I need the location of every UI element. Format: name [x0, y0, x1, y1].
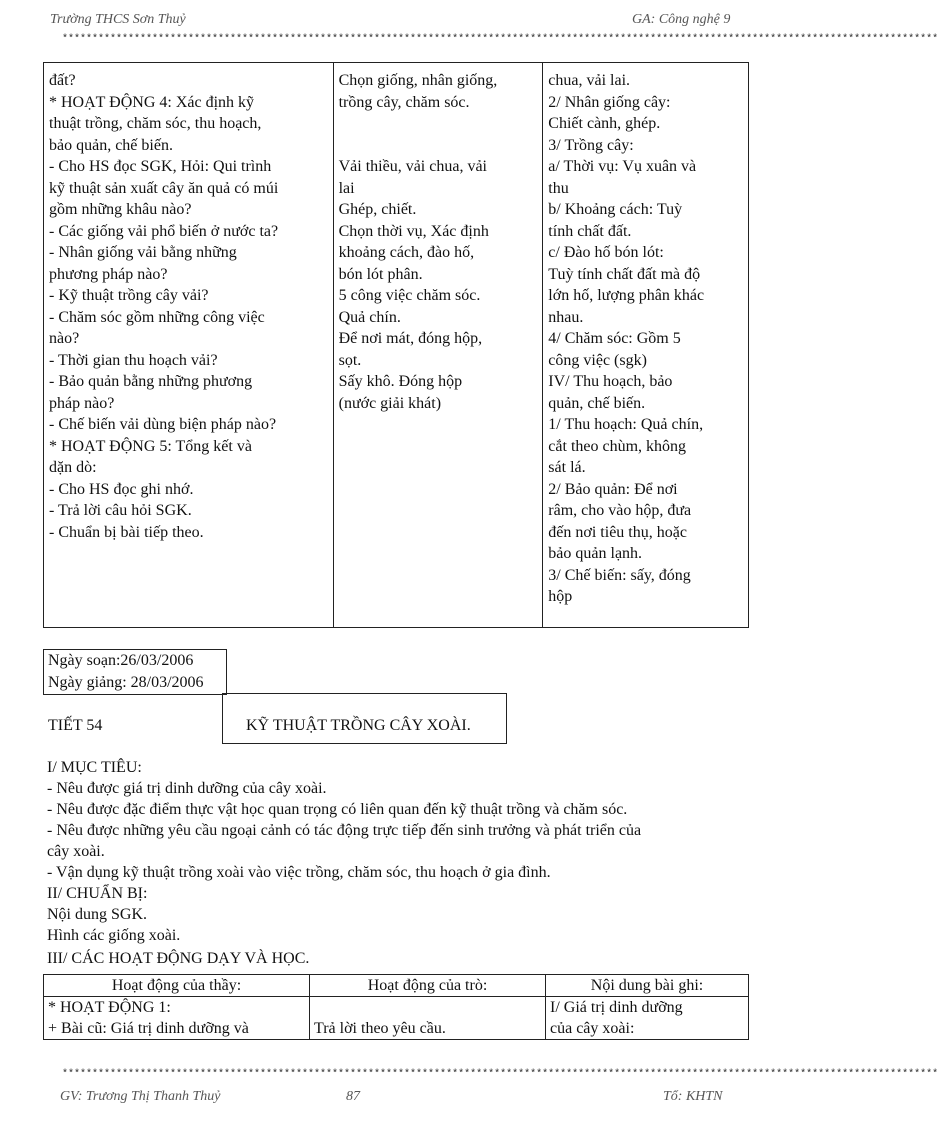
cell-line: - Chăm sóc gồm những công việc: [49, 308, 265, 326]
cell-line: b/ Khoảng cách: Tuỳ: [548, 201, 683, 218]
cell-line: Trả lời theo yêu cầu.: [314, 1020, 446, 1037]
header-separator: **************************************************************************************************************************************************: [62, 34, 938, 45]
lesson-content-cell: [546, 997, 749, 1040]
cell-line: Để nơi mát, đóng hộp,: [338, 330, 483, 347]
cell-line: - Thời gian thu hoạch vải?: [49, 351, 218, 369]
cell-line: đến nơi tiêu thụ, hoặc: [548, 523, 687, 541]
cell-line: công việc (sgk): [548, 351, 647, 369]
cell-line: Chọn giống, nhân giống,: [338, 72, 498, 89]
activity-table-continued: [43, 62, 749, 628]
cell-line: lai: [338, 179, 355, 197]
teacher-activity-cell: [44, 997, 310, 1040]
header-student: Hoạt động của trò:: [310, 975, 546, 997]
cell-line: pháp nào?: [49, 394, 115, 412]
teacher-name: GV: Trương Thị Thanh Thuỷ: [60, 1089, 221, 1104]
cell-line: cắt theo chùm, không: [548, 437, 687, 455]
group-label: Tổ: KHTN: [663, 1089, 723, 1104]
student-activity-cell: [333, 63, 543, 628]
cell-line: bón lót phân.: [338, 265, 423, 283]
footer-separator: **************************************************************************************************************************************************: [62, 1069, 938, 1080]
teach-date: Ngày giảng: 28/03/2006: [48, 674, 204, 691]
cell-line: Vải thiều, vải chua, vải: [338, 158, 487, 175]
cell-line: - Bảo quản bằng những phương: [49, 373, 253, 390]
teacher-activity-cell: [44, 63, 334, 628]
preparation-line: Nội dung SGK.: [47, 906, 148, 923]
cell-line: c/ Đào hố bón lót:: [548, 244, 664, 261]
cell-line: 1/ Thu hoạch: Quả chín,: [548, 416, 704, 433]
cell-line: Ghép, chiết.: [338, 201, 417, 218]
cell-line: đất?: [49, 72, 76, 89]
objective-line: - Nêu được những yêu cầu ngoại cảnh có tác động trực tiếp đến sinh trưởng và phát triển của: [47, 822, 642, 839]
student-activity-cell: [310, 997, 546, 1040]
cell-line: (nước giải khát): [338, 394, 442, 412]
table-row: [44, 997, 749, 1040]
cell-line: 2/ Bảo quản: Để nơi: [548, 480, 678, 498]
objective-line: - Vận dụng kỹ thuật trồng xoài vào việc trồng, chăm sóc, thu hoạch ở gia đình.: [47, 864, 551, 881]
cell-line: Sấy khô. Đóng hộp: [338, 373, 463, 390]
preparation-line: Hình các giống xoài.: [47, 927, 181, 944]
cell-line: - Chế biến vải dùng biện pháp nào?: [49, 416, 277, 433]
cell-line: nhau.: [548, 308, 584, 326]
cell-line: phương pháp nào?: [49, 265, 168, 283]
cell-line: - Nhân giống vải bằng những: [49, 244, 237, 261]
cell-line: * HOẠT ĐỘNG 4: Xác định kỹ: [49, 93, 255, 111]
cell-line: lớn hố, lượng phân khác: [548, 287, 705, 304]
cell-line: 3/ Chế biến: sấy, đóng: [548, 566, 691, 584]
cell-line: - Cho HS đọc SGK, Hỏi: Qui trình: [49, 158, 272, 175]
cell-line: + Bài cũ: Giá trị dinh dưỡng và: [48, 1020, 249, 1037]
activities-heading: III/ CÁC HOẠT ĐỘNG DẠY VÀ HỌC.: [47, 950, 310, 967]
cell-line: * HOẠT ĐỘNG 5: Tổng kết và: [49, 437, 252, 455]
cell-line: chua, vải lai.: [548, 72, 631, 89]
cell-line: [339, 113, 538, 135]
table-header-row: [44, 975, 749, 997]
objective-line: - Nêu được đặc điểm thực vật học quan trọng có liên quan đến kỹ thuật trồng và chăm sóc.: [47, 801, 628, 818]
cell-line: tính chất đất.: [548, 222, 632, 240]
cell-line: kỹ thuật sản xuất cây ăn quả có múi: [49, 179, 279, 197]
cell-line: Chọn thời vụ, Xác định: [338, 222, 489, 240]
school-name: Trường THCS Sơn Thuỷ: [50, 12, 186, 27]
objective-line: cây xoài.: [47, 843, 105, 860]
cell-line: sọt.: [338, 351, 362, 369]
cell-line: sát lá.: [548, 459, 586, 476]
cell-line: 3/ Trồng cây:: [548, 136, 634, 154]
cell-line: thuật trồng, chăm sóc, thu hoạch,: [49, 115, 262, 132]
cell-line: dặn dò:: [49, 459, 97, 476]
prep-date: Ngày soạn:26/03/2006: [48, 652, 194, 669]
cell-line: Tuỳ tính chất đất mà độ: [548, 265, 701, 283]
cell-line: 5 công việc chăm sóc.: [338, 287, 481, 304]
cell-line: râm, cho vào hộp, đưa: [548, 502, 692, 519]
cell-line: a/ Thời vụ: Vụ xuân và: [548, 158, 697, 175]
cell-line: của cây xoài:: [550, 1020, 635, 1037]
activity-table: [43, 974, 749, 1040]
cell-line: IV/ Thu hoạch, bảo: [548, 373, 673, 390]
cell-line: khoảng cách, đào hố,: [338, 244, 475, 261]
preparation-heading: II/ CHUẨN BỊ:: [47, 885, 148, 902]
cell-line: 2/ Nhân giống cây:: [548, 93, 671, 111]
cell-line: bảo quản lạnh.: [548, 545, 643, 562]
cell-line: [314, 997, 541, 1018]
cell-line: - Kỹ thuật trồng cây vải?: [49, 287, 209, 304]
cell-line: 4/ Chăm sóc: Gồm 5: [548, 330, 681, 347]
cell-line: - Các giống vải phổ biến ở nước ta?: [49, 222, 279, 240]
cell-line: trồng cây, chăm sóc.: [338, 93, 470, 111]
cell-line: hộp: [548, 588, 573, 605]
header-teacher: Hoạt động của thầy:: [44, 975, 310, 997]
cell-line: [339, 135, 538, 157]
subject-label: GA: Công nghệ 9: [632, 12, 731, 27]
objectives-heading: I/ MỤC TIÊU:: [47, 759, 142, 776]
cell-line: thu: [548, 179, 569, 197]
objective-line: - Nêu được giá trị dinh dưỡng của cây xoài.: [47, 780, 327, 797]
cell-line: I/ Giá trị dinh dưỡng: [550, 999, 683, 1016]
cell-line: - Chuẩn bị bài tiếp theo.: [49, 523, 204, 541]
page-number: 87: [346, 1089, 360, 1104]
cell-line: * HOẠT ĐỘNG 1:: [48, 999, 171, 1016]
lesson-content-cell: [543, 63, 749, 628]
cell-line: - Trả lời câu hỏi SGK.: [49, 502, 192, 519]
cell-line: Chiết cành, ghép.: [548, 115, 661, 132]
cell-line: Quả chín.: [338, 308, 401, 326]
cell-line: - Cho HS đọc ghi nhớ.: [49, 480, 194, 498]
lesson-number: TIẾT 54: [48, 717, 103, 734]
cell-line: bảo quản, chế biến.: [49, 136, 173, 154]
header-content: Nội dung bài ghi:: [546, 975, 749, 997]
lesson-title: KỸ THUẬT TRỒNG CÂY XOÀI.: [246, 717, 471, 734]
cell-line: gồm những khâu nào?: [49, 201, 192, 218]
cell-line: nào?: [49, 330, 80, 347]
cell-line: quản, chế biến.: [548, 394, 646, 412]
